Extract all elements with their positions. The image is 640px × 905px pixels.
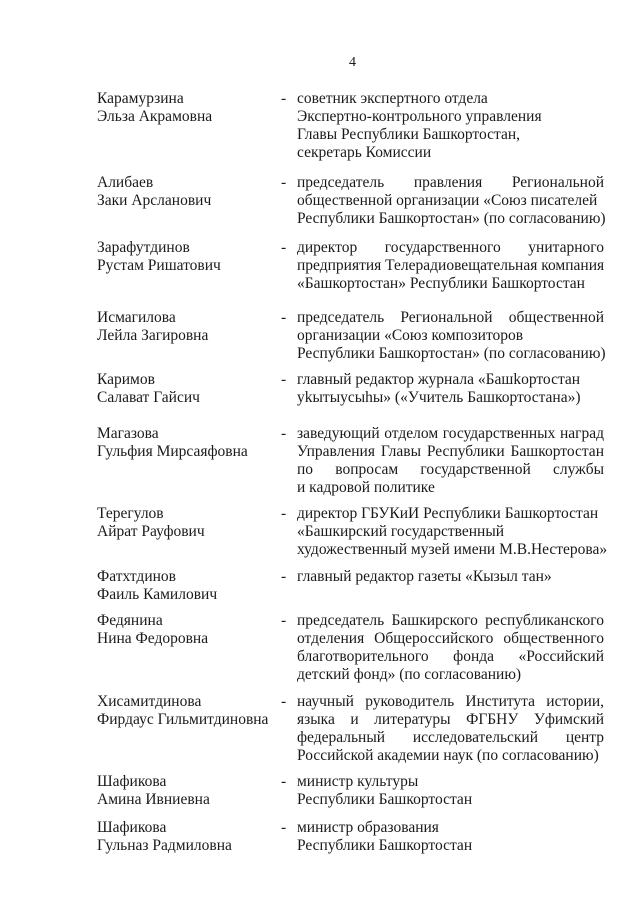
member-first-names: Фаиль Камилович — [97, 586, 218, 603]
member-last-name: Магазова — [97, 425, 159, 442]
role-line: «Башкортостан» Республики Башкортостан — [297, 275, 585, 292]
dash-separator: - — [281, 693, 287, 710]
member-last-name: Фатхтдинов — [97, 568, 176, 585]
role-line: главный редактор журнала «Башkортостан — [297, 371, 581, 388]
role-line: Экспертно-контрольного управления — [297, 108, 542, 125]
member-name — [97, 693, 282, 729]
member-name — [97, 612, 282, 648]
member-role — [297, 309, 604, 363]
role-line: директор ГБУКиИ Республики Башкортостан — [297, 505, 599, 522]
member-role — [297, 425, 604, 497]
member-name — [97, 90, 282, 126]
dash-separator: - — [281, 773, 287, 790]
role-line: директор государственного унитарного — [297, 239, 604, 256]
role-line: Российской академии наук (по согласованию) — [297, 747, 599, 764]
member-role — [297, 174, 604, 228]
member-last-name: Исмагилова — [97, 309, 176, 326]
page-number: 4 — [349, 55, 356, 70]
member-first-names: Эльза Акрамовна — [97, 108, 213, 125]
role-line: Управления Главы Республики Башкортостан — [297, 443, 604, 460]
role-line: языка и литературы ФГБНУ Уфимский — [297, 711, 604, 728]
dash-separator: - — [281, 819, 287, 836]
member-role — [297, 819, 604, 855]
member-first-names: Айрат Рауфович — [97, 523, 205, 540]
role-line: председатель Башкирского республиканского — [297, 612, 604, 629]
member-last-name: Зарафутдинов — [97, 239, 190, 256]
member-name — [97, 819, 282, 855]
member-name — [97, 174, 282, 210]
member-first-names: Лейла Загировна — [97, 327, 209, 344]
role-line: главный редактор газеты «Кызыл тан» — [297, 568, 552, 585]
member-name — [97, 568, 282, 604]
dash-separator: - — [281, 425, 287, 442]
role-line: предприятия Телерадиовещательная компания — [297, 257, 605, 274]
member-first-names: Заки Арсланович — [97, 192, 212, 209]
member-last-name: Федянина — [97, 612, 163, 629]
member-first-names: Амина Ивниевна — [97, 791, 210, 808]
member-name — [97, 239, 282, 275]
member-name — [97, 309, 282, 345]
dash-separator: - — [281, 505, 287, 522]
role-line: организации «Союз композиторов — [297, 327, 524, 344]
dash-separator: - — [281, 568, 287, 585]
member-name — [97, 371, 282, 407]
role-line: отделения Общероссийского общественного — [297, 630, 604, 647]
dash-separator: - — [281, 90, 287, 107]
role-line: общественной организации «Союз писателей — [297, 192, 598, 209]
member-last-name: Карамурзина — [97, 90, 184, 107]
role-line: уkытыусыhы» («Учитель Башкортостана») — [297, 389, 581, 406]
role-line: министр образования — [297, 819, 439, 836]
dash-separator: - — [281, 371, 287, 388]
dash-separator: - — [281, 174, 287, 191]
member-last-name: Терегулов — [97, 505, 164, 522]
dash-separator: - — [281, 239, 287, 256]
role-line: благотворительного фонда «Российский — [297, 648, 604, 665]
member-last-name: Хисамитдинова — [97, 693, 202, 710]
member-role — [297, 693, 604, 765]
role-line: «Башкирский государственный — [297, 523, 505, 540]
member-role — [297, 568, 604, 586]
role-line: научный руководитель Института истории, — [297, 693, 604, 710]
role-line: председатель Региональной общественной — [297, 309, 604, 326]
role-line: Республики Башкортостан» (по согласованию) — [297, 210, 606, 227]
member-role — [297, 371, 604, 407]
role-line: федеральный исследовательский центр — [297, 729, 604, 746]
role-line: министр культуры — [297, 773, 419, 790]
member-first-names: Гульназ Радмиловна — [97, 837, 232, 854]
member-name — [97, 425, 282, 461]
role-line: Республики Башкортостан» (по согласованию) — [297, 345, 606, 362]
member-last-name: Каримов — [97, 371, 155, 388]
role-line: заведующий отделом государственных наград — [297, 425, 604, 442]
member-first-names: Рустам Ришатович — [97, 257, 221, 274]
role-line: и кадровой политике — [297, 479, 435, 496]
member-role — [297, 239, 604, 293]
member-last-name: Алибаев — [97, 174, 154, 191]
role-line: по вопросам государственной службы — [297, 461, 604, 478]
member-first-names: Фирдаус Гильмитдиновна — [97, 711, 269, 728]
member-last-name: Шафикова — [97, 819, 167, 836]
member-name — [97, 505, 282, 541]
role-line: председатель правления Региональной — [297, 174, 604, 191]
member-role — [297, 90, 604, 162]
member-role — [297, 773, 604, 809]
role-line: Главы Республики Башкортостан, — [297, 126, 521, 143]
member-first-names: Салават Гайсич — [97, 389, 200, 406]
member-first-names: Нина Федоровна — [97, 630, 209, 647]
member-role — [297, 505, 608, 559]
member-first-names: Гульфия Мирсаяфовна — [97, 443, 248, 460]
role-line: Республики Башкортостан — [297, 837, 473, 854]
dash-separator: - — [281, 612, 287, 629]
role-line: детский фонд» (по согласованию) — [297, 666, 522, 683]
member-role — [297, 612, 604, 684]
role-line: художественный музей имени М.В.Нестерова» — [297, 541, 608, 558]
role-line: советник экспертного отдела — [297, 90, 488, 107]
member-last-name: Шафикова — [97, 773, 167, 790]
role-line: секретарь Комиссии — [297, 144, 432, 161]
role-line: Республики Башкортостан — [297, 791, 473, 808]
member-name — [97, 773, 282, 809]
dash-separator: - — [281, 309, 287, 326]
